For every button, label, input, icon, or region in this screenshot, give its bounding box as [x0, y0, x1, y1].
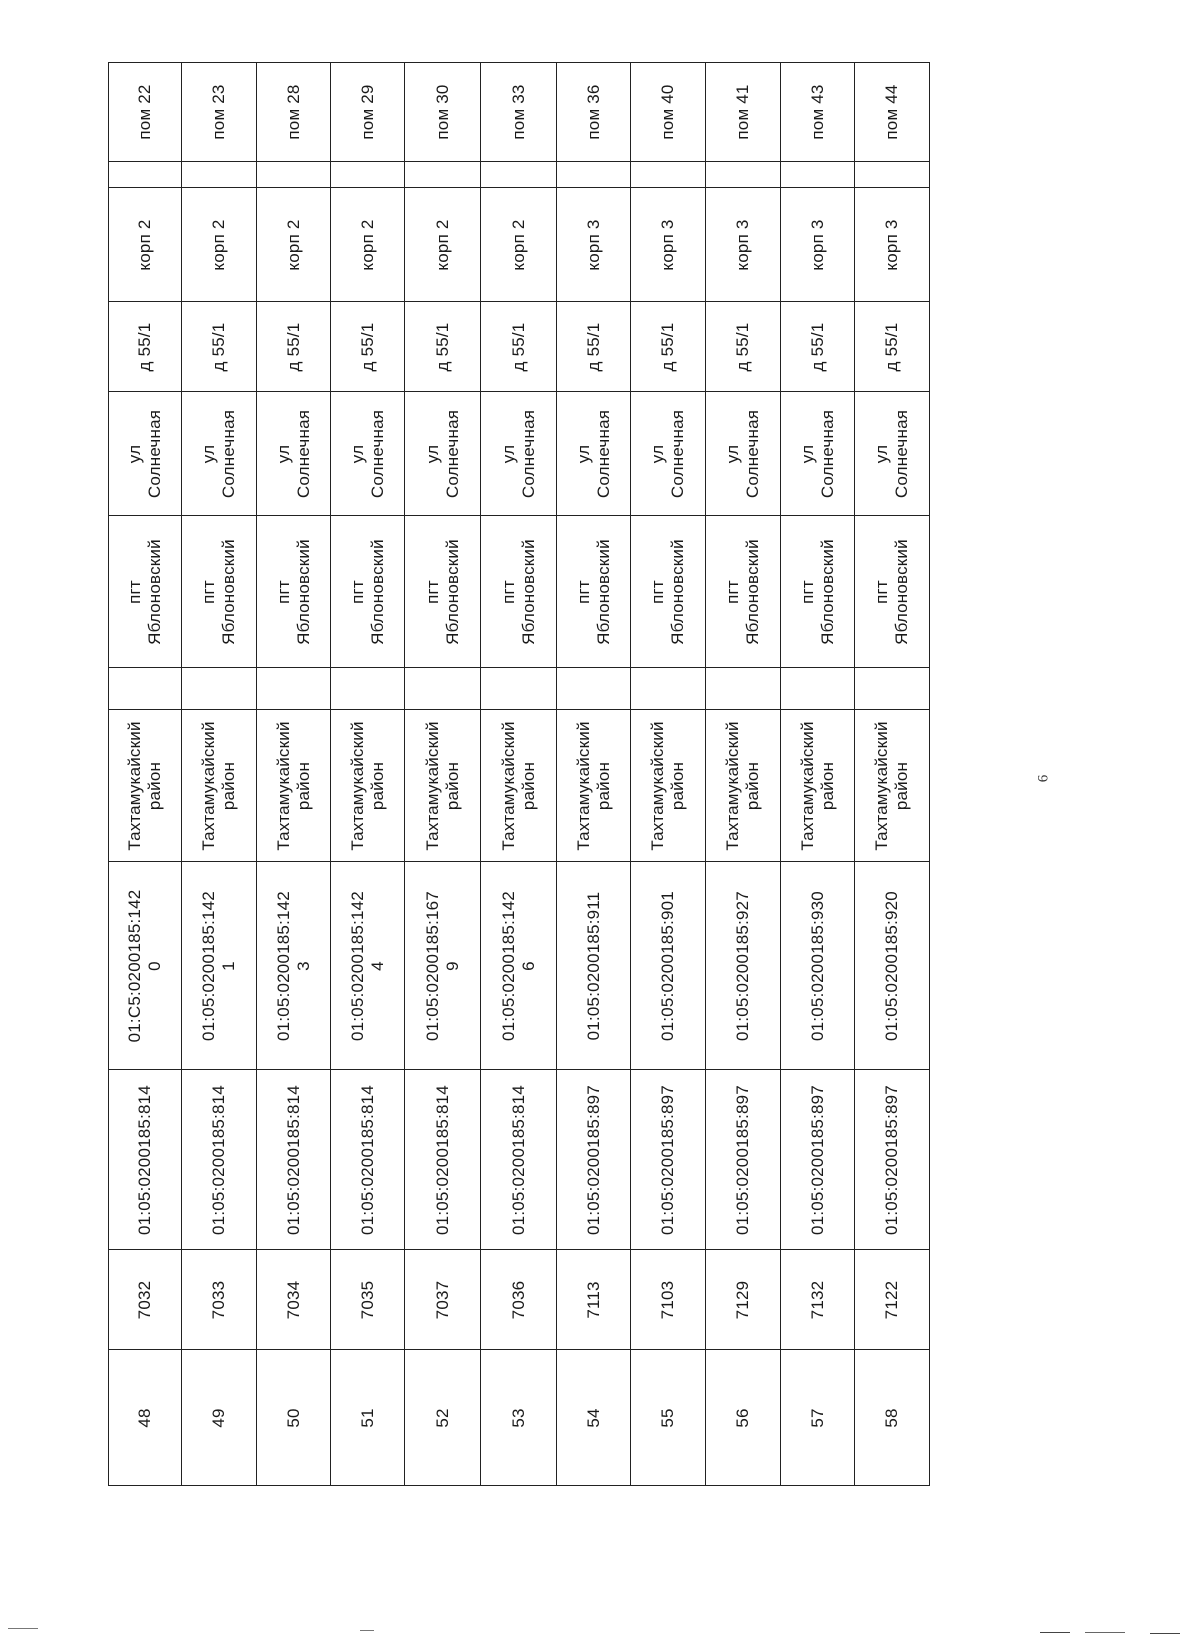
row-number-cell — [706, 1350, 780, 1486]
blank-cell — [781, 668, 854, 710]
room-cell — [182, 62, 256, 162]
blank-cell — [481, 668, 556, 710]
code-cell — [257, 1250, 330, 1350]
premises-number-text: 01:05:0200185:927 — [733, 890, 752, 1041]
house-cell — [855, 302, 929, 392]
street-text: ул Солнечная — [125, 409, 164, 498]
code-text: 7103 — [658, 1280, 677, 1319]
premises-number-cell — [481, 862, 556, 1070]
premises-number-text: 01:05:0200185:920 — [882, 890, 901, 1041]
district-cell — [855, 710, 929, 862]
building-number-text: 01:05:0200185:897 — [882, 1084, 901, 1235]
table-row — [330, 62, 404, 1486]
row-number-text: 52 — [432, 1407, 452, 1428]
premises-number-text: 01:05:0200185:142 1 — [199, 890, 238, 1041]
premises-number-cell — [257, 862, 330, 1070]
street-cell — [257, 392, 330, 516]
premises-number-text: 01:05:0200185:167 9 — [422, 890, 462, 1041]
house-text: д 55/1 — [658, 322, 677, 371]
locality-cell — [781, 516, 854, 668]
house-cell — [331, 302, 404, 392]
block-cell — [182, 188, 256, 302]
blank-cell — [631, 668, 705, 710]
house-cell — [405, 302, 480, 392]
building-number-cell — [706, 1070, 780, 1250]
building-number-cell — [331, 1070, 404, 1250]
premises-number-text: 01:05:0200185:142 3 — [273, 890, 313, 1041]
street-cell — [109, 392, 181, 516]
code-cell — [557, 1250, 630, 1350]
district-cell — [182, 710, 256, 862]
room-text: пом 22 — [135, 84, 154, 140]
row-number-cell — [257, 1350, 330, 1486]
row-number-text: 48 — [135, 1407, 154, 1428]
block-cell — [631, 188, 705, 302]
district-text: Тахтамукайский район — [125, 720, 164, 851]
locality-text: пгт Яблоновский — [797, 538, 837, 645]
code-text: 7037 — [432, 1280, 452, 1319]
locality-text: пгт Яблоновский — [573, 538, 613, 645]
premises-number-text: 01:05:0200185:142 6 — [498, 890, 538, 1041]
locality-cell — [257, 516, 330, 668]
locality-text: пгт Яблоновский — [648, 538, 687, 645]
block-cell — [481, 188, 556, 302]
extra-cell — [631, 162, 705, 188]
street-cell — [557, 392, 630, 516]
street-text: ул Солнечная — [422, 409, 462, 498]
district-cell — [706, 710, 780, 862]
row-number-cell — [331, 1350, 404, 1486]
code-text: 7034 — [283, 1280, 303, 1319]
extra-cell — [781, 162, 854, 188]
district-cell — [781, 710, 854, 862]
district-cell — [331, 710, 404, 862]
street-cell — [706, 392, 780, 516]
house-cell — [781, 302, 854, 392]
room-text: пом 44 — [882, 84, 901, 140]
blank-cell — [557, 668, 630, 710]
blank-cell — [109, 668, 181, 710]
room-text: пом 41 — [733, 84, 752, 140]
table-row — [404, 62, 480, 1486]
building-number-text: 01:05:0200185:897 — [583, 1084, 603, 1235]
locality-text: пгт Яблоновский — [422, 538, 462, 645]
code-text: 7036 — [508, 1280, 528, 1319]
row-number-cell — [481, 1350, 556, 1486]
row-number-text: 55 — [658, 1407, 677, 1428]
locality-cell — [557, 516, 630, 668]
room-cell — [781, 62, 854, 162]
building-number-text: 01:05:0200185:897 — [658, 1084, 677, 1235]
room-text: пом 29 — [357, 84, 377, 140]
row-number-text: 49 — [209, 1407, 228, 1428]
block-text: корп 3 — [583, 218, 603, 271]
code-cell — [631, 1250, 705, 1350]
code-cell — [405, 1250, 480, 1350]
extra-cell — [405, 162, 480, 188]
district-cell — [631, 710, 705, 862]
block-cell — [405, 188, 480, 302]
table-row — [480, 62, 556, 1486]
row-number-text: 54 — [583, 1407, 603, 1428]
block-text: корп 2 — [135, 218, 154, 271]
blank-cell — [706, 668, 780, 710]
house-text: д 55/1 — [882, 322, 901, 371]
blank-cell — [405, 668, 480, 710]
building-number-cell — [405, 1070, 480, 1250]
block-text: корп 3 — [882, 218, 901, 271]
street-cell — [481, 392, 556, 516]
code-text: 7129 — [733, 1280, 752, 1319]
district-text: Тахтамукайский район — [422, 720, 462, 851]
building-number-cell — [557, 1070, 630, 1250]
house-text: д 55/1 — [209, 322, 228, 371]
row-number-cell — [631, 1350, 705, 1486]
building-number-text: 01:05:0200185:897 — [733, 1084, 752, 1235]
code-text: 7132 — [807, 1280, 827, 1319]
building-number-cell — [182, 1070, 256, 1250]
table-row — [630, 62, 705, 1486]
extra-cell — [109, 162, 181, 188]
house-text: д 55/1 — [432, 322, 452, 371]
blank-cell — [257, 668, 330, 710]
code-text: 7113 — [583, 1280, 603, 1319]
building-number-text: 01:05:0200185:814 — [508, 1084, 528, 1235]
extra-cell — [706, 162, 780, 188]
premises-number-cell — [631, 862, 705, 1070]
table-row — [705, 62, 780, 1486]
locality-cell — [109, 516, 181, 668]
block-text: корп 3 — [807, 218, 827, 271]
code-cell — [706, 1250, 780, 1350]
district-cell — [481, 710, 556, 862]
extra-cell — [257, 162, 330, 188]
room-text: пом 28 — [283, 84, 303, 140]
extra-cell — [481, 162, 556, 188]
street-text: ул Солнечная — [797, 409, 837, 498]
extra-cell — [182, 162, 256, 188]
block-text: корп 2 — [283, 218, 303, 271]
district-text: Тахтамукайский район — [872, 720, 911, 851]
district-text: Тахтамукайский район — [273, 720, 313, 851]
room-cell — [331, 62, 404, 162]
block-text: корп 2 — [432, 218, 452, 271]
row-number-cell — [855, 1350, 929, 1486]
premises-number-cell — [706, 862, 780, 1070]
row-number-text: 58 — [882, 1407, 901, 1428]
row-number-cell — [557, 1350, 630, 1486]
house-text: д 55/1 — [733, 322, 752, 371]
room-text: пом 30 — [432, 84, 452, 140]
locality-cell — [481, 516, 556, 668]
block-cell — [706, 188, 780, 302]
block-cell — [855, 188, 929, 302]
row-number-cell — [109, 1350, 181, 1486]
room-cell — [557, 62, 630, 162]
premises-number-text: 01:05:0200185:911 — [583, 891, 603, 1040]
building-number-cell — [631, 1070, 705, 1250]
premises-number-cell — [781, 862, 854, 1070]
row-number-text: 51 — [357, 1407, 377, 1428]
row-number-text: 56 — [733, 1407, 752, 1428]
code-text: 7035 — [357, 1280, 377, 1319]
locality-text: пгт Яблоновский — [273, 538, 313, 645]
house-cell — [257, 302, 330, 392]
room-cell — [631, 62, 705, 162]
street-text: ул Солнечная — [273, 409, 313, 498]
locality-text: пгт Яблоновский — [872, 538, 911, 645]
house-cell — [557, 302, 630, 392]
extra-cell — [331, 162, 404, 188]
street-cell — [331, 392, 404, 516]
page-number: 6 — [1035, 774, 1052, 783]
room-text: пом 23 — [209, 84, 228, 140]
code-cell — [481, 1250, 556, 1350]
house-text: д 55/1 — [583, 322, 603, 371]
blank-cell — [855, 668, 929, 710]
room-cell — [706, 62, 780, 162]
code-text: 7032 — [135, 1280, 154, 1319]
street-text: ул Солнечная — [199, 409, 238, 498]
locality-text: пгт Яблоновский — [125, 538, 164, 645]
code-cell — [331, 1250, 404, 1350]
building-number-text: 01:05:0200185:814 — [283, 1084, 303, 1235]
table-row — [181, 62, 256, 1486]
room-cell — [481, 62, 556, 162]
street-text: ул Солнечная — [573, 409, 613, 498]
district-cell — [109, 710, 181, 862]
row-number-cell — [405, 1350, 480, 1486]
district-text: Тахтамукайский район — [573, 720, 613, 851]
locality-cell — [405, 516, 480, 668]
building-number-text: 01:05:0200185:897 — [807, 1084, 827, 1235]
street-cell — [405, 392, 480, 516]
block-text: корп 3 — [658, 218, 677, 271]
house-cell — [481, 302, 556, 392]
block-cell — [557, 188, 630, 302]
row-number-cell — [781, 1350, 854, 1486]
table-row — [780, 62, 854, 1486]
extra-cell — [855, 162, 929, 188]
table-row — [256, 62, 330, 1486]
block-cell — [257, 188, 330, 302]
row-number-text: 50 — [283, 1407, 303, 1428]
building-number-cell — [481, 1070, 556, 1250]
room-cell — [855, 62, 929, 162]
district-cell — [405, 710, 480, 862]
extra-cell — [557, 162, 630, 188]
block-text: корп 2 — [357, 218, 377, 271]
district-text: Тахтамукайский район — [723, 720, 762, 851]
premises-number-cell — [855, 862, 929, 1070]
locality-text: пгт Яблоновский — [347, 538, 387, 645]
street-text: ул Солнечная — [872, 409, 911, 498]
building-number-text: 01:05:0200185:814 — [135, 1084, 154, 1235]
row-number-text: 57 — [807, 1407, 827, 1428]
room-cell — [405, 62, 480, 162]
code-cell — [855, 1250, 929, 1350]
premises-number-cell — [331, 862, 404, 1070]
locality-cell — [706, 516, 780, 668]
street-text: ул Солнечная — [347, 409, 387, 498]
street-cell — [631, 392, 705, 516]
district-text: Тахтамукайский район — [498, 720, 538, 851]
building-number-cell — [781, 1070, 854, 1250]
locality-text: пгт Яблоновский — [723, 538, 762, 645]
code-text: 7033 — [209, 1280, 228, 1319]
district-cell — [257, 710, 330, 862]
blank-cell — [182, 668, 256, 710]
district-cell — [557, 710, 630, 862]
house-cell — [109, 302, 181, 392]
street-text: ул Солнечная — [498, 409, 538, 498]
room-cell — [109, 62, 181, 162]
locality-cell — [855, 516, 929, 668]
blank-cell — [331, 668, 404, 710]
room-cell — [257, 62, 330, 162]
block-cell — [109, 188, 181, 302]
locality-cell — [331, 516, 404, 668]
table-row — [854, 62, 930, 1486]
building-number-cell — [109, 1070, 181, 1250]
house-text: д 55/1 — [807, 322, 827, 371]
code-cell — [182, 1250, 256, 1350]
room-text: пом 36 — [583, 84, 603, 140]
building-number-cell — [855, 1070, 929, 1250]
premises-number-text: 01:05:0200185:142 4 — [347, 890, 387, 1041]
locality-text: пгт Яблоновский — [199, 538, 238, 645]
premises-number-cell — [557, 862, 630, 1070]
street-cell — [781, 392, 854, 516]
row-number-cell — [182, 1350, 256, 1486]
district-text: Тахтамукайский район — [199, 720, 238, 851]
street-text: ул Солнечная — [723, 409, 762, 498]
district-text: Тахтамукайский район — [648, 720, 687, 851]
premises-number-cell — [182, 862, 256, 1070]
street-cell — [182, 392, 256, 516]
table-row — [556, 62, 630, 1486]
premises-number-text: 01:C5:0200185:142 0 — [125, 889, 164, 1042]
block-text: корп 2 — [508, 218, 528, 271]
house-cell — [182, 302, 256, 392]
house-text: д 55/1 — [357, 322, 377, 371]
locality-cell — [631, 516, 705, 668]
district-text: Тахтамукайский район — [347, 720, 387, 851]
locality-cell — [182, 516, 256, 668]
block-text: корп 3 — [733, 218, 752, 271]
block-cell — [781, 188, 854, 302]
room-text: пом 40 — [658, 84, 677, 140]
room-text: пом 43 — [807, 84, 827, 140]
house-cell — [631, 302, 705, 392]
premises-number-cell — [109, 862, 181, 1070]
block-text: корп 2 — [209, 218, 228, 271]
code-cell — [109, 1250, 181, 1350]
room-text: пом 33 — [508, 84, 528, 140]
building-number-text: 01:05:0200185:814 — [357, 1084, 377, 1235]
house-cell — [706, 302, 780, 392]
building-number-text: 01:05:0200185:814 — [432, 1084, 452, 1235]
district-text: Тахтамукайский район — [797, 720, 837, 851]
block-cell — [331, 188, 404, 302]
house-text: д 55/1 — [508, 322, 528, 371]
building-number-text: 01:05:0200185:814 — [209, 1084, 228, 1235]
house-text: д 55/1 — [283, 322, 303, 371]
premises-number-text: 01:05:0200185:901 — [658, 890, 677, 1041]
building-number-cell — [257, 1070, 330, 1250]
code-text: 7122 — [882, 1280, 901, 1319]
row-number-text: 53 — [508, 1407, 528, 1428]
street-text: ул Солнечная — [648, 409, 687, 498]
locality-text: пгт Яблоновский — [498, 538, 538, 645]
house-text: д 55/1 — [135, 322, 154, 371]
premises-number-cell — [405, 862, 480, 1070]
table-row — [108, 62, 181, 1486]
street-cell — [855, 392, 929, 516]
premises-number-text: 01:05:0200185:930 — [807, 890, 827, 1041]
code-cell — [781, 1250, 854, 1350]
